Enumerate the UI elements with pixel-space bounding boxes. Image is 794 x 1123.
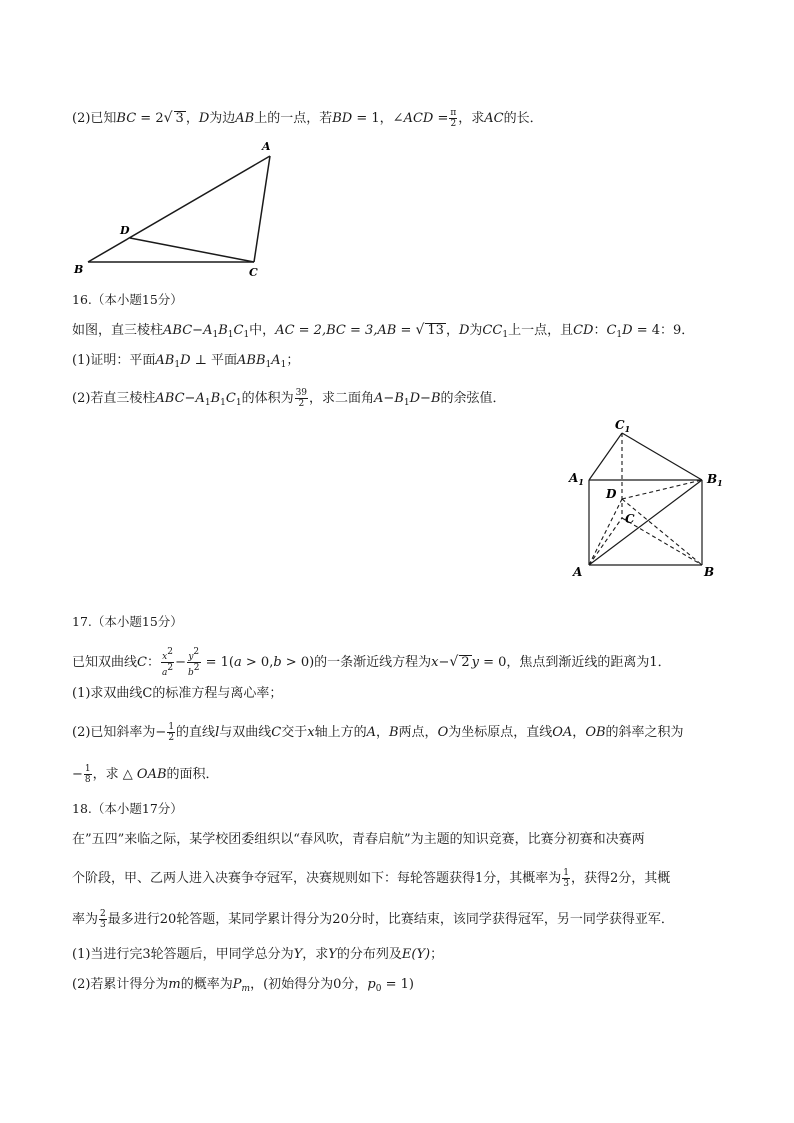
label-a: A bbox=[262, 140, 271, 153]
q17-header: 17.（本小题15分） bbox=[72, 614, 183, 629]
line-ad bbox=[589, 499, 622, 565]
q18-header: 18.（本小题17分） bbox=[72, 801, 183, 816]
q18-para-1: 在”五四”来临之际，某学校团委组织以“春风吹，青春启航”为主题的知识竞赛，比赛分初赛和决赛两 bbox=[72, 832, 645, 847]
label-c1: $C_1$ bbox=[615, 418, 631, 434]
label-a: A bbox=[573, 565, 583, 579]
label-b: B bbox=[74, 263, 84, 276]
label-d: D bbox=[606, 487, 617, 501]
edge-a1c1 bbox=[589, 433, 622, 480]
q18-part2: (2)若累计得分为m的概率为$P_m$，(初始得分为0分，$p_0 = 1$) bbox=[72, 977, 414, 994]
q17-part1: (1)求双曲线C的标准方程与离心率； bbox=[72, 686, 283, 701]
q18-part1: (1)当进行完3轮答题后，甲同学总分为Y，求Y的分布列及E(Y)； bbox=[72, 947, 444, 962]
segment-ba bbox=[88, 156, 270, 262]
edge-c1b1 bbox=[622, 433, 702, 480]
q17-intro: 已知双曲线C： $\frac{x2}{a2}$ − $\frac{y2}{b2}$ = 1(a > 0,b > 0)的一条渐近线方程为x−√ 2 y = 0，焦点到渐近线的距离为1． bbox=[72, 647, 671, 678]
segment-ac bbox=[254, 156, 270, 262]
triangle-figure bbox=[70, 140, 290, 280]
label-a1: $A_1$ bbox=[569, 471, 584, 487]
q17-part2-cont: − $\frac{1}{8}$ ，求 △ OAB的面积． bbox=[72, 764, 219, 785]
line-db bbox=[622, 499, 702, 565]
label-c: C bbox=[249, 266, 258, 279]
q16-part1: (1)证明：平面$AB_1D$ ⊥ 平面$ABB_1A_1$； bbox=[72, 353, 300, 370]
q15-part2-text: (2)已知BC = 2√ 3 ，D为边AB上的一点，若BD = 1，∠ACD = $\frac{\pi}{2}$ ，求AC的长． bbox=[72, 108, 543, 129]
edge-ac bbox=[589, 518, 622, 565]
label-b1: $B_1$ bbox=[707, 472, 723, 488]
q18-para-2: 个阶段，甲、乙两人进入决赛争夺冠军，决赛规则如下：每轮答题获得1分，其概率为 $\frac{1}{3}$ ，获得2分，其概 bbox=[72, 868, 671, 889]
label-d: D bbox=[120, 224, 130, 237]
q18-para-3: 率为 $\frac{2}{3}$ 最多进行20轮答题，某同学累计得分为20分时，比赛结束，该同学获得冠军，另一同学获得亚军． bbox=[72, 909, 674, 930]
segment-dc bbox=[130, 238, 254, 262]
label-c: C bbox=[625, 512, 635, 526]
q16-part2: (2)若直三棱柱$ABC-A_1B_1C_1$的体积为 $\frac{39}{2}$ ，求二面角$A-B_1D-B$的余弦值． bbox=[72, 388, 506, 409]
prism-figure bbox=[560, 415, 735, 585]
q16-intro: 如图，直三棱柱$ABC-A_1B_1C_1$中，AC = 2,BC = 3,AB = √ 13 ，D为$CC_1$上一点，且CD：$C_1D = 4$：9． bbox=[72, 322, 695, 340]
label-b: B bbox=[704, 565, 715, 579]
q17-part2: (2)已知斜率为− $\frac{1}{2}$ 的直线l与双曲线C交于x轴上方的A，B两点，O为坐标原点，直线OA，OB的斜率之积为 bbox=[72, 722, 684, 743]
q16-header: 16.（本小题15分） bbox=[72, 292, 183, 307]
